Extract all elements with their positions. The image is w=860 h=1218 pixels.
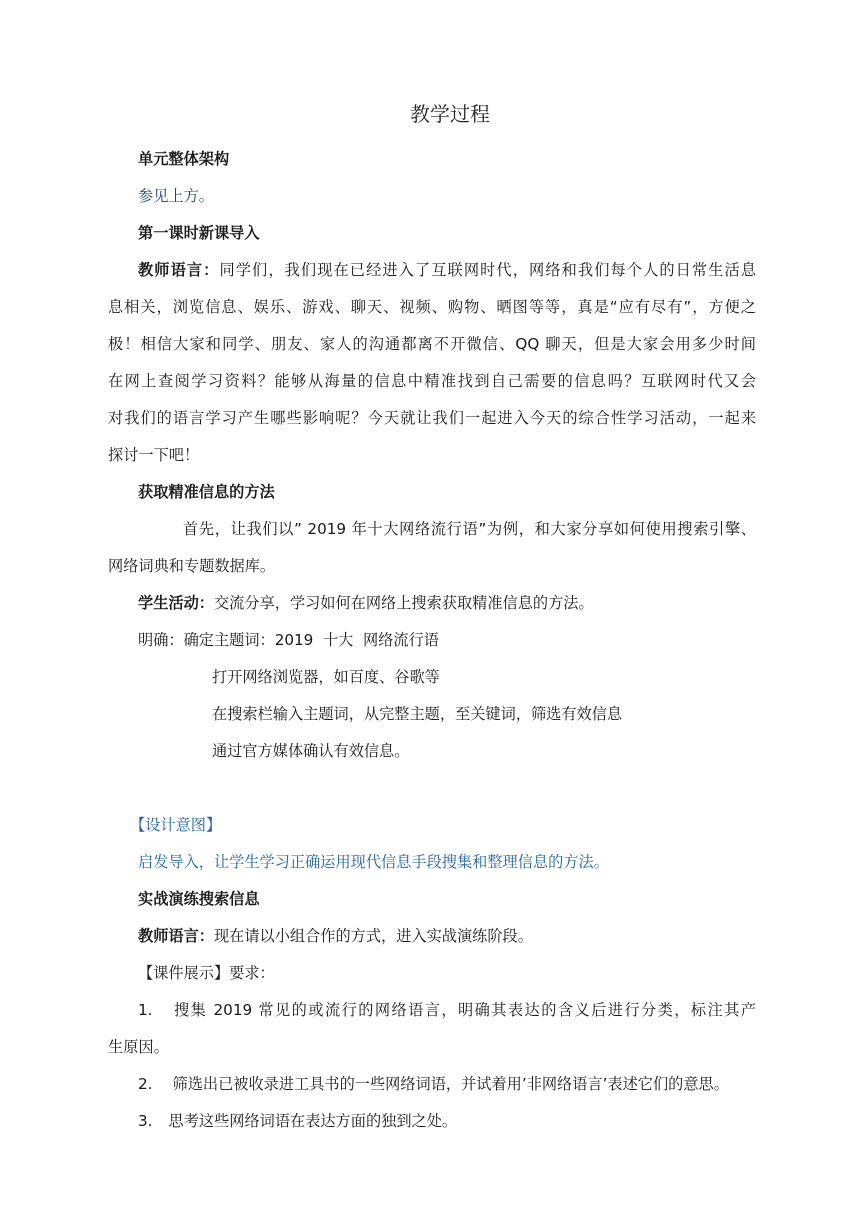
requirement-item-1: 1. 搜集 2019 常见的或流行的网络语言，明确其表达的含义后进行分类，标注其产 [138,1001,756,1019]
teacher-speech-line-2: 息相关，浏览信息、娱乐、游戏、聊天、视频、购物、晒图等等，真是“应有尽有”，方便之 [108,298,756,316]
clarify-line: 明确：确定主题词：2019 十大 网络流行语 [138,631,439,649]
design-intent-heading: 【设计意图】 [130,816,222,834]
student-label: 学生活动： [138,594,214,612]
step-item-1: 打开网络浏览器，如百度、谷歌等 [212,668,440,686]
method-para-line-2: 网络词典和专题数据库。 [108,557,276,575]
requirement-item-3: 3. 思考这些网络词语在表达方面的独到之处。 [138,1112,458,1130]
teacher-speech-line-3: 极！相信大家和同学、朋友、家人的沟通都离不开微信、QQ 聊天，但是大家会用多少时间 [108,335,756,353]
teacher-speech-line-4: 在网上查阅学习资料？能够从海量的信息中精准找到自己需要的信息吗？互联网时代又会 [108,372,756,390]
teacher-speech-line-1: 教师语言：同学们，我们现在已经进入了互联网时代，网络和我们每个人的日常生活息 [138,261,757,279]
teacher-label-2: 教师语言： [138,927,214,945]
teacher-speech-line-5: 对我们的语言学习产生哪些影响呢？今天就让我们一起进入今天的综合性学习活动，一起来 [108,409,756,427]
courseware-line: 【课件展示】要求： [138,964,275,982]
see-above-text: 参见上方。 [138,187,214,205]
design-intent-text: 启发导入，让学生学习正确运用现代信息手段搜集和整理信息的方法。 [138,853,609,871]
step-item-2: 在搜索栏输入主题词，从完整主题，至关键词，筛选有效信息 [212,705,623,723]
teacher-speech-2-text: 现在请以小组合作的方式，进入实战演练阶段。 [213,927,533,945]
student-activity-line [138,592,786,614]
student-activity-text: 交流分享，学习如何在网络上搜索获取精准信息的方法。 [213,594,594,612]
section-heading-unit-architecture: 单元整体架构 [138,150,230,168]
requirement-item-2: 2. 筛选出已被收录进工具书的一些网络词语，并试着用’非网络语言’表述它们的意思。 [138,1075,729,1093]
page-title: 教学过程 [410,102,490,126]
method-para-line-1: 首先，让我们以” 2019 年十大网络流行语”为例，和大家分享如何使用搜索引擎、 [183,520,756,538]
section-heading-lesson1-intro: 第一课时新课导入 [138,224,260,242]
step-item-3: 通过官方媒体确认有效信息。 [212,742,410,760]
teacher-speech-2-line [138,925,786,947]
teacher-label: 教师语言： [138,261,220,279]
section-heading-method: 获取精准信息的方法 [138,483,275,501]
requirement-item-1-cont: 生原因。 [108,1038,169,1056]
teacher-speech-line-6: 探讨一下吧！ [108,446,200,464]
requirement-number-2: 2. [138,1075,153,1093]
requirement-number-3: 3. [138,1112,153,1130]
requirement-number-1: 1. [138,1001,153,1019]
section-heading-practice: 实战演练搜索信息 [138,890,260,908]
